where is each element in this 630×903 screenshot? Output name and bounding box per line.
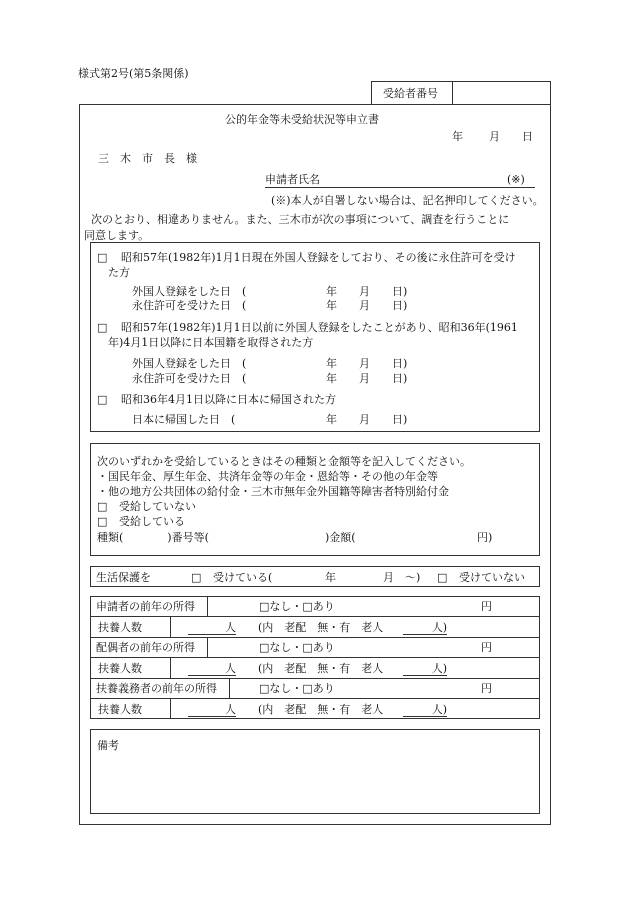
welfare-receiving-checkbox[interactable]: □ <box>191 571 202 584</box>
supporter-dependents-count[interactable] <box>188 704 236 717</box>
welfare-receiving-label: 受けている( <box>213 571 273 584</box>
benefits-bullet-2: ・他の地方公共団体の給付金・三木市無年金外国籍等障害者特別給付金 <box>97 485 449 498</box>
applicant-elderly-count[interactable] <box>403 622 447 635</box>
welfare-not-receiving-checkbox[interactable]: □ <box>437 571 448 584</box>
income-divider <box>229 678 230 698</box>
applicant-name-underline <box>265 187 535 188</box>
return-date-label: 日本に帰国した日 ( <box>132 413 236 426</box>
applicant-name-field[interactable] <box>320 172 500 186</box>
consent-line-1: 次のとおり、相違ありません。また、三木市が次の事項について、調査を行うことに <box>91 213 510 226</box>
spouse-dependents-label: 扶養人数 <box>98 662 142 675</box>
return-date-ymd: 年 月 日) <box>326 413 408 426</box>
option1-text-line2: た方 <box>108 266 130 279</box>
permanent-residence-date-label: 永住許可を受けた日 ( <box>132 299 247 312</box>
applicant-dependents-inner: (内 老配 無・有 老人 <box>258 621 384 634</box>
spouse-elderly-count[interactable] <box>403 663 447 676</box>
date-year: 年 <box>452 130 463 143</box>
foreign-registration-date-ymd: 年 月 日) <box>326 285 408 298</box>
foreign-registration-date-label-2: 外国人登録をした日 ( <box>132 357 247 370</box>
supporter-dependents-inner: (内 老配 無・有 老人 <box>258 703 384 716</box>
remarks-label: 備考 <box>97 739 119 752</box>
welfare-not-receiving-label: 受けていない <box>459 571 525 584</box>
date-day: 日 <box>522 130 533 143</box>
income-divider <box>207 596 208 616</box>
spouse-dependents-count[interactable] <box>188 663 236 676</box>
supporter-elderly-count[interactable] <box>403 704 447 717</box>
spouse-income-label: 配偶者の前年の所得 <box>96 641 195 654</box>
option2-text-line2: 年)4月1日以降に日本国籍を取得された方 <box>108 336 314 349</box>
person-unit: 人) <box>431 662 447 675</box>
benefits-intro: 次のいずれかを受給しているときはその種類と金額等を記入してください。 <box>97 455 471 468</box>
income-rule <box>90 698 540 699</box>
option2-checkbox[interactable]: □ <box>97 321 108 334</box>
person-unit: 人) <box>431 621 447 634</box>
option3-checkbox[interactable]: □ <box>97 393 108 406</box>
income-divider <box>170 698 171 719</box>
addressee: 三 木 市 長 様 <box>98 152 197 165</box>
supporter-income-none-some[interactable]: □なし・□あり <box>259 682 335 695</box>
person-unit: 人 <box>225 703 236 716</box>
benefits-bullet-1: ・国民年金、厚生年金、共済年金等の年金・恩給等・その他の年金等 <box>97 470 438 483</box>
section-remarks[interactable] <box>90 729 540 814</box>
foreign-registration-date-ymd-2: 年 月 日) <box>326 357 408 370</box>
option1-checkbox[interactable]: □ <box>97 251 108 264</box>
date-month: 月 <box>489 130 500 143</box>
spouse-dependents-inner: (内 老配 無・有 老人 <box>258 662 384 675</box>
welfare-year: 年 <box>325 571 336 584</box>
income-rule <box>90 657 540 658</box>
recipient-number-field[interactable] <box>458 84 546 102</box>
income-divider <box>207 637 208 657</box>
person-unit: 人) <box>431 703 447 716</box>
person-unit: 人 <box>225 662 236 675</box>
option3-text: 昭和36年4月1日以降に日本に帰国された方 <box>121 393 336 406</box>
applicant-dependents-count[interactable] <box>188 622 236 635</box>
benefit-amount-label: )金額( <box>325 531 356 544</box>
welfare-month: 月 ～) <box>383 571 421 584</box>
signature-mark: (※) <box>507 173 525 186</box>
applicant-income-label: 申請者の前年の所得 <box>96 600 195 613</box>
income-rule <box>90 637 540 638</box>
spouse-income-yen: 円 <box>481 641 492 654</box>
recipient-number-label: 受給者番号 <box>383 87 438 100</box>
person-unit: 人 <box>225 621 236 634</box>
supporter-dependents-label: 扶養人数 <box>98 703 142 716</box>
income-rule <box>90 678 540 679</box>
income-divider <box>170 657 171 678</box>
seal-note: (※)本人が自署しない場合は、記名押印してください。 <box>271 194 544 207</box>
not-receiving-checkbox[interactable]: □ <box>97 500 108 513</box>
income-divider <box>170 616 171 637</box>
supporter-income-yen: 円 <box>481 682 492 695</box>
form-code: 様式第2号(第5条関係) <box>78 67 189 80</box>
applicant-income-yen: 円 <box>481 600 492 613</box>
option2-text-line1: 昭和57年(1982年)1月1日以前に外国人登録をしたことがあり、昭和36年(1961 <box>121 321 518 334</box>
not-receiving-label: 受給していない <box>119 500 196 513</box>
receiving-label: 受給している <box>119 515 185 528</box>
welfare-label: 生活保護を <box>96 571 151 584</box>
receiving-checkbox[interactable]: □ <box>97 515 108 528</box>
applicant-dependents-label: 扶養人数 <box>98 621 142 634</box>
option1-text-line1: 昭和57年(1982年)1月1日現在外国人登録をしており、その後に永住許可を受け <box>121 251 516 264</box>
applicant-income-none-some[interactable]: □なし・□あり <box>259 600 335 613</box>
applicant-name-label: 申請者氏名 <box>265 173 320 186</box>
spouse-income-none-some[interactable]: □なし・□あり <box>259 641 335 654</box>
income-rule <box>90 616 540 617</box>
form-title: 公的年金等未受給状況等申立書 <box>225 113 379 126</box>
recipient-number-divider <box>452 81 453 105</box>
permanent-residence-date-ymd: 年 月 日) <box>326 299 408 312</box>
permanent-residence-date-ymd-2: 年 月 日) <box>326 372 408 385</box>
permanent-residence-date-label-2: 永住許可を受けた日 ( <box>132 372 247 385</box>
benefit-yen: 円) <box>477 531 493 544</box>
benefit-kind-number: 種類( )番号等( <box>97 531 209 544</box>
consent-line-2: 同意します。 <box>84 229 150 242</box>
supporter-income-label: 扶養義務者の前年の所得 <box>96 682 217 695</box>
foreign-registration-date-label: 外国人登録をした日 ( <box>132 285 247 298</box>
